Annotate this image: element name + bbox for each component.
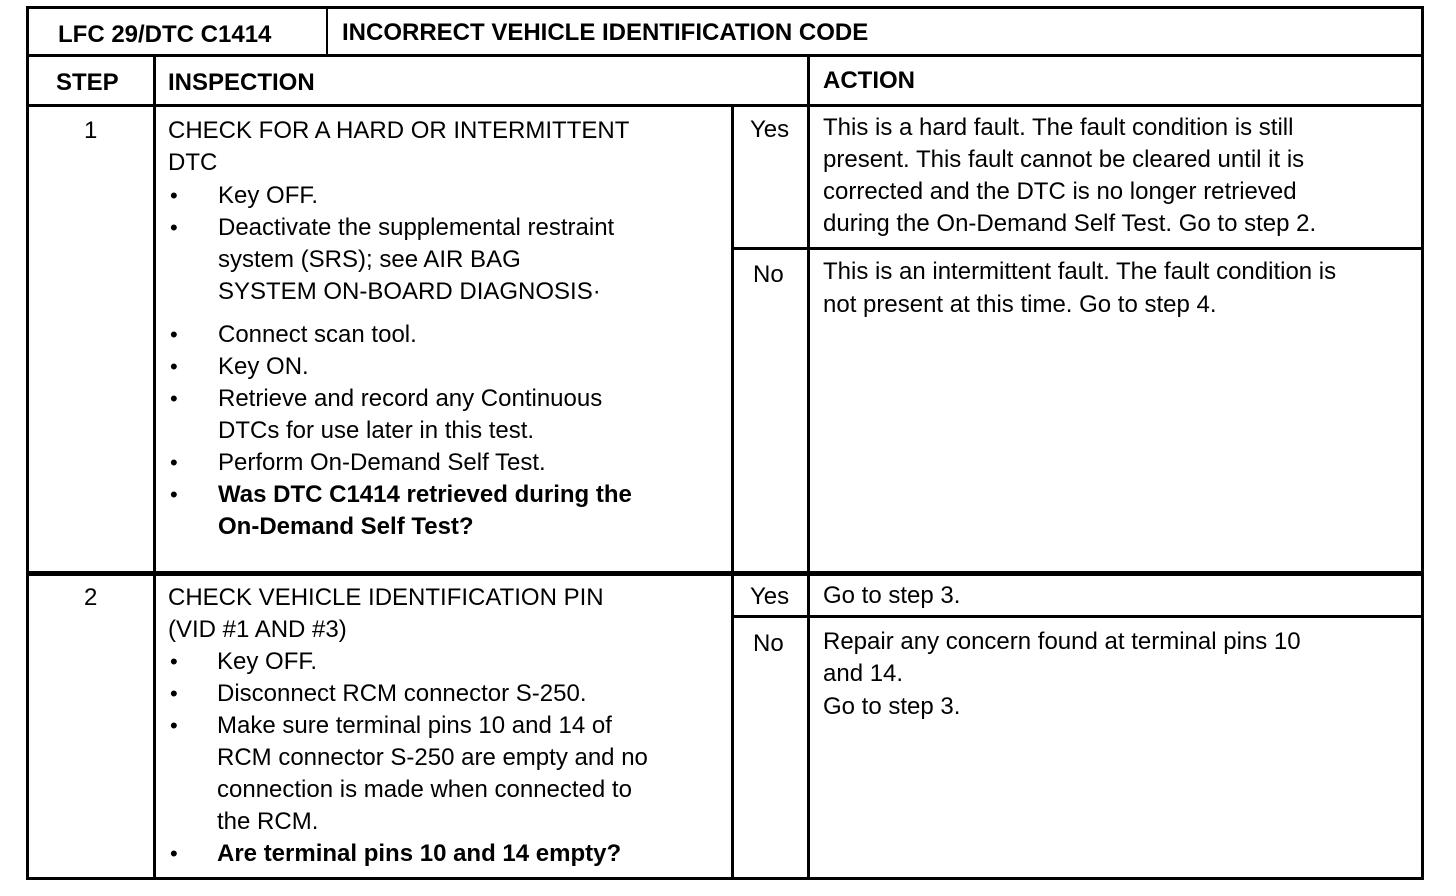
bullet-dot: • (170, 183, 178, 208)
bullet-dot: • (170, 322, 178, 347)
action-line: This is an intermittent fault. The fault condition is (823, 258, 1337, 285)
answer-col-divider (731, 104, 734, 880)
bullet-line: Make sure terminal pins 10 and 14 of (217, 712, 612, 739)
frame-right (1421, 6, 1424, 880)
step1-answer-divider (731, 247, 1424, 250)
action-line: present. This fault cannot be cleared until it is (823, 146, 1305, 173)
frame-bottom (26, 877, 1424, 880)
answer-no: No (753, 630, 784, 657)
action-line: Go to step 3. (823, 582, 961, 609)
step-col-divider (153, 54, 156, 880)
bullet-line: Key ON. (218, 353, 309, 380)
action-col-divider (807, 54, 810, 880)
bullet-dot: • (170, 713, 178, 738)
question-line: Was DTC C1414 retrieved during the (218, 481, 632, 508)
title-divider (326, 6, 328, 55)
bullet-dot: • (170, 482, 178, 507)
bullet-line: connection is made when connected to (217, 776, 632, 803)
action-line: during the On-Demand Self Test. Go to step 2. (823, 210, 1317, 237)
step-title-line: (VID #1 AND #3) (168, 616, 347, 643)
inspection-column-header: INSPECTION (168, 69, 315, 96)
step-divider (26, 571, 1424, 576)
bullet-dot: • (170, 841, 178, 866)
bullet-line: Key OFF. (217, 648, 318, 675)
bullet-line: Perform On-Demand Self Test. (218, 449, 546, 476)
frame-left (26, 6, 29, 880)
question-line: Are terminal pins 10 and 14 empty? (217, 840, 622, 867)
action-line: corrected and the DTC is no longer retrieved (823, 178, 1297, 205)
step-title-line: DTC (168, 149, 218, 176)
bullet-dot: • (170, 215, 178, 240)
bullet-dot: • (170, 681, 178, 706)
bullet-line: DTCs for use later in this test. (218, 417, 535, 444)
action-line: and 14. (823, 660, 904, 687)
bullet-line: Connect scan tool. (218, 321, 417, 348)
action-line: Repair any concern found at terminal pins 10 (823, 628, 1301, 655)
action-line: This is a hard fault. The fault condition is still (823, 114, 1294, 141)
action-column-header: ACTION (823, 67, 915, 94)
bullet-dot: • (170, 649, 178, 674)
bullet-line: Retrieve and record any Continuous (218, 385, 603, 412)
answer-yes: Yes (750, 583, 790, 610)
title-row-bottom (26, 54, 1424, 57)
answer-no: No (753, 261, 784, 288)
bullet-line: Disconnect RCM connector S-250. (217, 680, 587, 707)
bullet-line: system (SRS); see AIR BAG (218, 246, 521, 273)
bullet-line: Key OFF. (218, 182, 319, 209)
action-line: not present at this time. Go to step 4. (823, 291, 1217, 318)
colheader-bottom (26, 104, 1424, 107)
question-line: On-Demand Self Test? (218, 513, 474, 540)
bullet-line: SYSTEM ON-BOARD DIAGNOSIS· (218, 278, 601, 305)
bullet-line: Deactivate the supplemental restraint (218, 214, 615, 241)
answer-yes: Yes (750, 116, 790, 143)
step2-answer-divider (731, 615, 1424, 618)
step-title-line: CHECK FOR A HARD OR INTERMITTENT (168, 117, 630, 144)
bullet-dot: • (170, 354, 178, 379)
step-number: 2 (84, 584, 98, 611)
bullet-dot: • (170, 450, 178, 475)
bullet-line: the RCM. (217, 808, 319, 835)
step-number: 1 (84, 117, 98, 144)
step-title-line: CHECK VEHICLE IDENTIFICATION PIN (168, 584, 604, 611)
bullet-line: RCM connector S-250 are empty and no (217, 744, 648, 771)
lfc-code: LFC 29/DTC C1414 (58, 21, 272, 48)
frame-top (26, 6, 1424, 9)
bullet-dot: • (170, 386, 178, 411)
page-title: INCORRECT VEHICLE IDENTIFICATION CODE (342, 19, 869, 46)
step-column-header: STEP (56, 69, 119, 96)
action-line: Go to step 3. (823, 693, 961, 720)
